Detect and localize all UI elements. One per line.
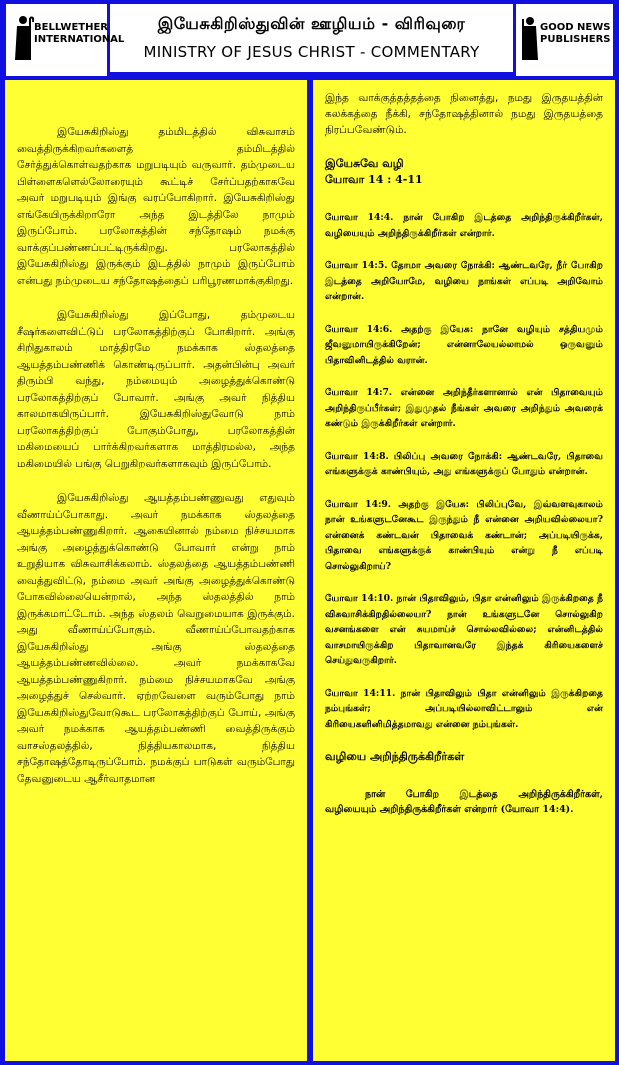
verse-text: யோவா 14:11. நான் பிதாவிலும் பிதா என்னிலும் இருக்கிறதை நம்புங்கள்; அப்படியில்லாவிட்டாலும் என் கிரியைகளினிமித்தமாவது என்னை நம்புங்கள்.	[325, 687, 603, 730]
verse-text: யோவா 14:4. நான் போகிற இடத்தை அறிந்திருக்கிறீர்கள், வழியையும் அறிந்திருக்கிறீர்கள் என்றார்.	[325, 212, 603, 239]
verse-text: யோவா 14:5. தோமா அவரை நோக்கி: ஆண்டவரே, நீர் போகிற இடத்தை அறியோமே, வழியை நாங்கள் எப்படி அறிவோம் என்றான்.	[325, 260, 603, 302]
page-title-english: MINISTRY OF JESUS CHRIST - COMMENTARY	[143, 43, 480, 61]
sub-section-title: வழியை அறிந்திருக்கிறீர்கள்	[325, 750, 465, 763]
closing-paragraph: நான் போகிற இடத்தை அறிந்திருக்கிறீர்கள், வழியையும் அறிந்திருக்கிறீர்கள் என்றார் (யோவா 14:4).	[325, 789, 603, 815]
bellwether-logo	[6, 4, 125, 76]
commentary-paragraph: இயேசுகிறிஸ்து தம்மிடத்தில் விசுவாசம் வைத்திருக்கிறவர்களைத் தம்மிடத்தில் சேர்த்துக்கொள்வதற்காக மறுபடியும் வருவார். தம்முடைய பிள்ளைகளெல்லோரையும் கூட்டிச் சேர்ப்பதற்காகவே அவர் மறுபடியும் இங்கு வரப்போகிறார். இயேசுகிறிஸ்து எங்கேயிருக்கிறாரோ அந்த இடத்திலே நாமும் இருப்போம். பரலோகத்தின் சந்தோஷம் நமக்கு வாக்குப்பண்ணப்பட்டிருக்கிறது. பரலோகத்தில் இயேசுகிறிஸ்து இருக்கும் இடத்தில் நாமும் இருப்போம் என்பது நம்முடைய சந்தோஷத்தைப் பரிபூரணமாக்குகிறது.	[17, 126, 295, 287]
intro-paragraph: இந்த வாக்குத்தத்தத்தை நினைத்து, நமது இருதயத்தின் கலக்கத்தை நீக்கி, சந்தோஷத்தினால் நமது இருதயத்தை நிரப்பவேண்டும்.	[325, 92, 603, 136]
verse-text: யோவா 14:6. அதற்கு இயேசு: நானே வழியும் சத்தியமும் ஜீவனுமாயிருக்கிறேன்; என்னாலேயல்லாமல் ஒருவனும் பிதாவினிடத்தில் வரான்.	[325, 323, 603, 366]
verse-text: யோவா 14:8. பிலிப்பு அவரை நோக்கி: ஆண்டவரே, பிதாவை எங்களுக்குக் காண்பியும், அது எங்களுக்குப் போதும் என்றான்.	[325, 450, 603, 477]
shepherd-figure-icon	[12, 14, 34, 62]
right-column	[313, 80, 615, 1061]
title-block	[110, 4, 513, 76]
commentary-paragraph: இயேசுகிறிஸ்து இப்போது, தம்முடைய சீஷர்களைவிட்டுப் பரலோகத்திற்குப் போகிறார். அங்கு சிறிதுகாலம் மாத்திரமே நமக்காக ஸ்தலத்தை ஆயத்தம்பண்ணிக் கொண்டிருப்பார். அதன்பின்பு அவர் திரும்பி வந்து, நம்மையும் அழைத்துக்கொண்டு பரலோகத்திற்குப் போவார். அங்கு அவர் நித்திய காலமாகயிருப்பார். இயேசுகிறிஸ்துவோடு நாம் பரலோகத்திற்குப் போகும்போது, பரலோகத்தின் மகிமையைப் பார்க்கிறவர்களாக மாத்திரமல்ல, அந்த மகிமையில் பங்கு பெறுகிறவர்களாகவும் இருப்போம்.	[17, 309, 295, 470]
verse-text: யோவா 14:7. என்னை அறிந்தீர்களானால் என் பிதாவையும் அறிந்திருப்பீர்கள்; இதுமுதல் நீங்கள் அவரை அறிந்தும் அவரைக் கண்டும் இருக்கிறீர்கள் என்றார்.	[325, 387, 603, 429]
page-header	[4, 2, 615, 74]
good-news-logo	[513, 4, 613, 76]
commentary-paragraph: இயேசுகிறிஸ்து ஆயத்தம்பண்ணுவது எதுவும் வீணாய்ப்போகாது. அவர் நமக்காக ஸ்தலத்தை ஆயத்தம்பண்ணுகிறார். ஆகையினால் நம்மை நிச்சயமாக அங்கு அழைத்துக்கொண்டு போவார் என்று நாம் உறுதியாக விசுவாசிக்கலாம். ஸ்தலத்தை ஆயத்தம்பண்ணி வைத்துவிட்டு, நம்மை அவர் அங்கு அழைத்துக்கொண்டு போகவில்லையென்றால், அந்த ஸ்தலத்தில் நாம் இருக்கமாட்டோம். அந்த ஸ்தலம் வெறுமையாக இருக்கும். அது வீணாய்ப்போகும். வீணாய்ப்போவதற்காக இயேசுகிறிஸ்து அங்கு ஸ்தலத்தை ஆயத்தம்பண்ணவில்லை. அவர் நமக்காகவே ஆயத்தம்பண்ணுகிறார். நம்மை நிச்சயமாகவே அங்கு அழைத்துச் செல்வார். ஏற்றவேளை வரும்போது நாம் இயேசுகிறிஸ்துவோடுகூட பரலோகத்திற்குப் போய், அங்கு அவர் நமக்காக ஆயத்தம்பண்ணி வைத்திருக்கும் வாசஸ்தலத்தில், நித்தியகாலமாக, நித்திய சந்தோஷத்தோடிருப்போம். நமக்குப் பாடுகள் வரும்போது தேவனுடைய ஆசீர்வாதமான	[17, 492, 295, 785]
left-column	[5, 80, 307, 1061]
page-title-tamil: இயேசுகிறிஸ்துவின் ஊழியம் - விரிவுரை	[157, 14, 466, 33]
scripture-reference: யோவா 14 : 4-11	[325, 173, 423, 186]
verse-text: யோவா 14:9. அதற்கு இயேசு: பிலிப்புவே, இவ்வளவுகாலம் நான் உங்களுடனேகூட இருந்தும் நீ என்னை அறியவில்லையா? என்னைக் கண்டவன் பிதாவைக் கண்டான்; அப்படியிருக்க, பிதாவை எங்களுக்குக் காண்பியும் என்று நீ எப்படி சொல்லுகிறாய்?	[325, 498, 603, 572]
bellwether-logo-text: BELLWETHER INTERNATIONAL	[34, 22, 125, 45]
shepherd-figure-icon	[521, 16, 539, 62]
section-heading: இயேசுவே வழி	[325, 157, 404, 170]
verse-text: யோவா 14:10. நான் பிதாவிலும், பிதா என்னிலும் இருக்கிறதை நீ விசுவாசிக்கிறதில்லையா? நான் உங்களுடனே சொல்லுகிற வசனங்களை என் சுயமாய்ச் சொல்லவில்லை; என்னிடத்தில் வாசமாயிருக்கிற பிதாவானவரே இந்தக் கிரியைகளைச் செய்துவருகிறார்.	[325, 593, 603, 666]
good-news-logo-text: GOOD NEWS PUBLISHERS	[540, 22, 611, 45]
